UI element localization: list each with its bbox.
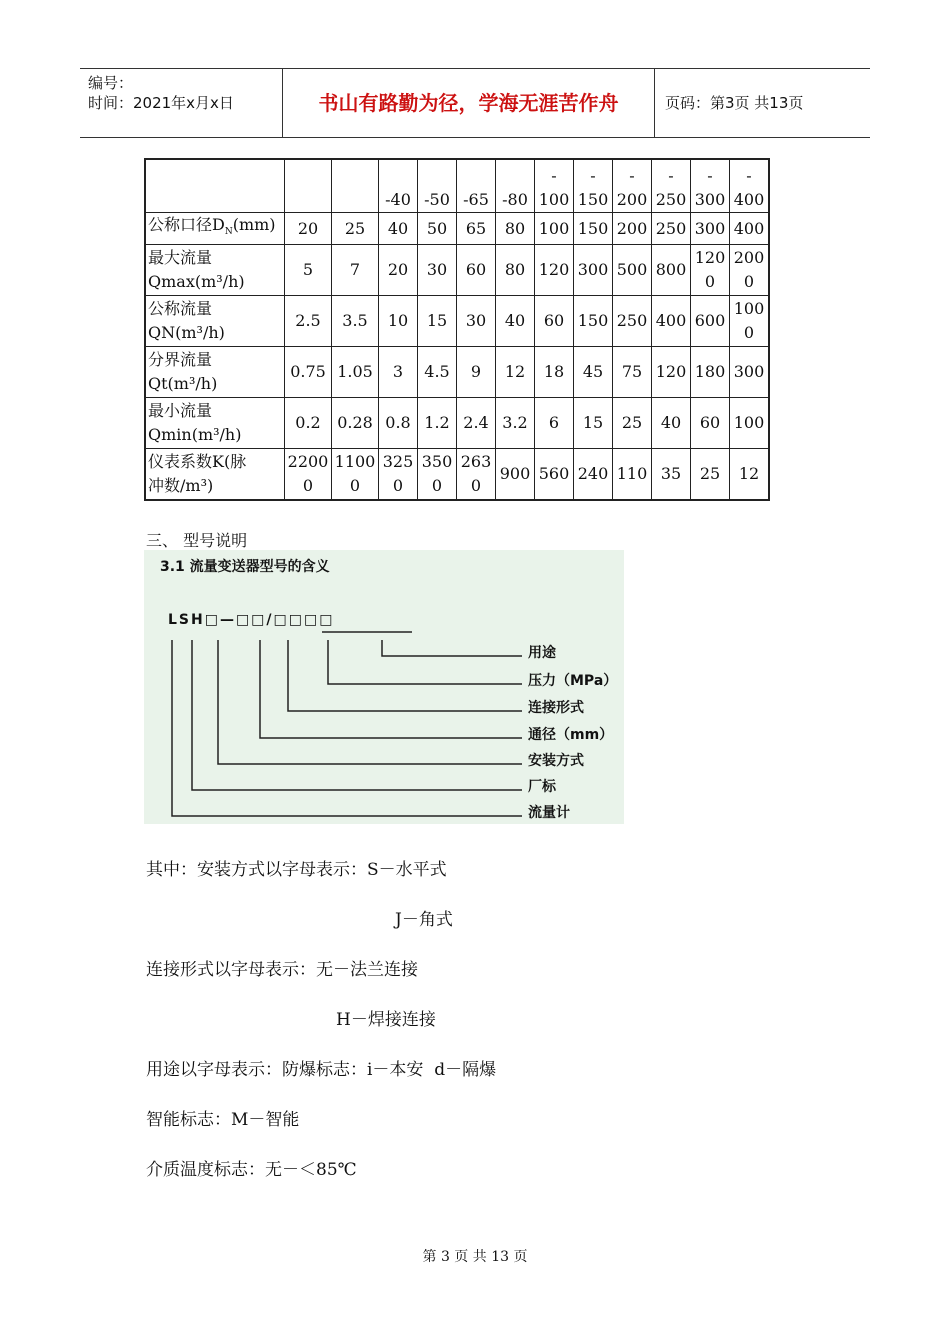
body-paragraph: J－角式 <box>395 910 453 930</box>
table-header-cell: - 400 <box>730 159 770 213</box>
table-row <box>145 213 769 245</box>
table-row <box>145 449 769 501</box>
body-paragraph: 智能标志：M－智能 <box>146 1110 300 1130</box>
table-row <box>145 245 769 296</box>
table-cell: 110 <box>613 449 652 501</box>
table-header-cell: -50 <box>418 159 457 213</box>
table-cell: 25 <box>332 213 379 245</box>
body-paragraph: 介质温度标志：无－＜85℃ <box>146 1160 357 1180</box>
table-cell: 25 <box>613 398 652 449</box>
table-cell: 350 0 <box>418 449 457 501</box>
table-cell: 240 <box>574 449 613 501</box>
table-header-cell: -80 <box>496 159 535 213</box>
table-cell: 60 <box>457 245 496 296</box>
table-cell: 800 <box>652 245 691 296</box>
table-cell: 6 <box>535 398 574 449</box>
table-cell: 2200 0 <box>285 449 332 501</box>
table-cell: 100 0 <box>730 296 770 347</box>
table-cell: 75 <box>613 347 652 398</box>
section-title: 三、 型号说明 <box>146 531 248 550</box>
table-cell: 3.2 <box>496 398 535 449</box>
row-label: 分界流量 Qt(m³/h) <box>145 347 285 398</box>
table-cell: 200 0 <box>730 245 770 296</box>
table-cell: 12 <box>730 449 770 501</box>
table-header-cell: -65 <box>457 159 496 213</box>
table-cell: 80 <box>496 245 535 296</box>
table-cell: 7 <box>332 245 379 296</box>
table-cell: 25 <box>691 449 730 501</box>
table-cell: 12 <box>496 347 535 398</box>
table-cell: 900 <box>496 449 535 501</box>
table-header-cell <box>285 159 332 213</box>
table-cell: 180 <box>691 347 730 398</box>
table-cell: 45 <box>574 347 613 398</box>
model-diagram <box>144 550 624 824</box>
table-cell: 3.5 <box>332 296 379 347</box>
table-header-cell: - 300 <box>691 159 730 213</box>
page-header <box>80 68 870 138</box>
table-cell: 150 <box>574 213 613 245</box>
table-cell: 325 0 <box>379 449 418 501</box>
table-cell: 0.8 <box>379 398 418 449</box>
table-cell: 263 0 <box>457 449 496 501</box>
table-cell: 120 <box>535 245 574 296</box>
table-cell: 400 <box>730 213 770 245</box>
table-cell: 35 <box>652 449 691 501</box>
table-cell: 0.2 <box>285 398 332 449</box>
row-label: 公称流量 QN(m³/h) <box>145 296 285 347</box>
table-cell: 200 <box>613 213 652 245</box>
table-cell: 250 <box>652 213 691 245</box>
table-cell: 2.5 <box>285 296 332 347</box>
table-cell: 15 <box>574 398 613 449</box>
table-header-cell <box>332 159 379 213</box>
table-cell: 18 <box>535 347 574 398</box>
diagram-title: 3.1 流量变送器型号的含义 <box>160 559 330 575</box>
table-cell: 100 <box>535 213 574 245</box>
body-paragraph: 其中：安装方式以字母表示：S－水平式 <box>146 860 447 880</box>
table-cell: 1.05 <box>332 347 379 398</box>
table-cell: 560 <box>535 449 574 501</box>
table-cell: 0.75 <box>285 347 332 398</box>
table-cell: 4.5 <box>418 347 457 398</box>
table-cell: 150 <box>574 296 613 347</box>
table-cell: 400 <box>652 296 691 347</box>
diagram-label: 厂标 <box>528 779 556 795</box>
spec-table <box>144 158 770 501</box>
table-cell: 0.28 <box>332 398 379 449</box>
diagram-label: 通径（mm） <box>528 727 614 743</box>
header-left <box>80 69 282 137</box>
table-cell: 60 <box>535 296 574 347</box>
table-header-cell: - 250 <box>652 159 691 213</box>
table-cell: 120 0 <box>691 245 730 296</box>
table-cell: 250 <box>613 296 652 347</box>
table-cell: 15 <box>418 296 457 347</box>
table-cell: 40 <box>652 398 691 449</box>
row-label: 最大流量 Qmax(m³/h) <box>145 245 285 296</box>
table-cell: 1100 0 <box>332 449 379 501</box>
table-cell: 300 <box>574 245 613 296</box>
table-cell: 80 <box>496 213 535 245</box>
time-label: 时间：2021年x月x日 <box>88 94 234 112</box>
table-cell: 20 <box>379 245 418 296</box>
table-header-cell: - 150 <box>574 159 613 213</box>
table-cell: 300 <box>691 213 730 245</box>
table-cell: 10 <box>379 296 418 347</box>
model-code: LSH□—□□/□□□□ <box>168 612 335 628</box>
table-cell: 600 <box>691 296 730 347</box>
row-label: 公称口径$D_N(mm)$ <box>145 213 285 245</box>
table-header-cell <box>145 159 285 213</box>
table-row <box>145 296 769 347</box>
table-cell: 30 <box>418 245 457 296</box>
body-paragraph: H－焊接连接 <box>336 1010 436 1030</box>
table-cell: 5 <box>285 245 332 296</box>
page-footer: 第 3 页 共 13 页 <box>422 1249 528 1265</box>
table-cell: 500 <box>613 245 652 296</box>
table-header-cell: - 100 <box>535 159 574 213</box>
table-cell: 20 <box>285 213 332 245</box>
diagram-label: 安装方式 <box>528 753 584 769</box>
table-cell: 30 <box>457 296 496 347</box>
diagram-label: 用途 <box>528 645 556 661</box>
number-label: 编号： <box>88 74 134 92</box>
body-paragraph: 用途以字母表示：防爆标志：i－本安 d－隔爆 <box>146 1060 497 1080</box>
page-info: 页码：第3页 共13页 <box>665 94 804 112</box>
table-row <box>145 347 769 398</box>
diagram-label: 流量计 <box>528 805 570 821</box>
table-cell: 60 <box>691 398 730 449</box>
table-cell: 40 <box>496 296 535 347</box>
table-cell: 3 <box>379 347 418 398</box>
table-row <box>145 398 769 449</box>
table-header-row <box>145 159 769 213</box>
table-cell: 100 <box>730 398 770 449</box>
row-label: 仪表系数K(脉 冲数/m³) <box>145 449 285 501</box>
table-header-cell: - 200 <box>613 159 652 213</box>
table-cell: 300 <box>730 347 770 398</box>
body-paragraph: 连接形式以字母表示：无－法兰连接 <box>146 960 418 980</box>
table-cell: 2.4 <box>457 398 496 449</box>
row-label: 最小流量 Qmin(m³/h) <box>145 398 285 449</box>
table-cell: 9 <box>457 347 496 398</box>
table-header-cell: -40 <box>379 159 418 213</box>
table-cell: 120 <box>652 347 691 398</box>
table-cell: 40 <box>379 213 418 245</box>
table-cell: 50 <box>418 213 457 245</box>
motto: 书山有路勤为径，学海无涯苦作舟 <box>282 69 655 137</box>
diagram-label: 压力（MPa） <box>528 673 618 689</box>
diagram-label: 连接形式 <box>528 700 584 716</box>
table-cell: 65 <box>457 213 496 245</box>
table-cell: 1.2 <box>418 398 457 449</box>
